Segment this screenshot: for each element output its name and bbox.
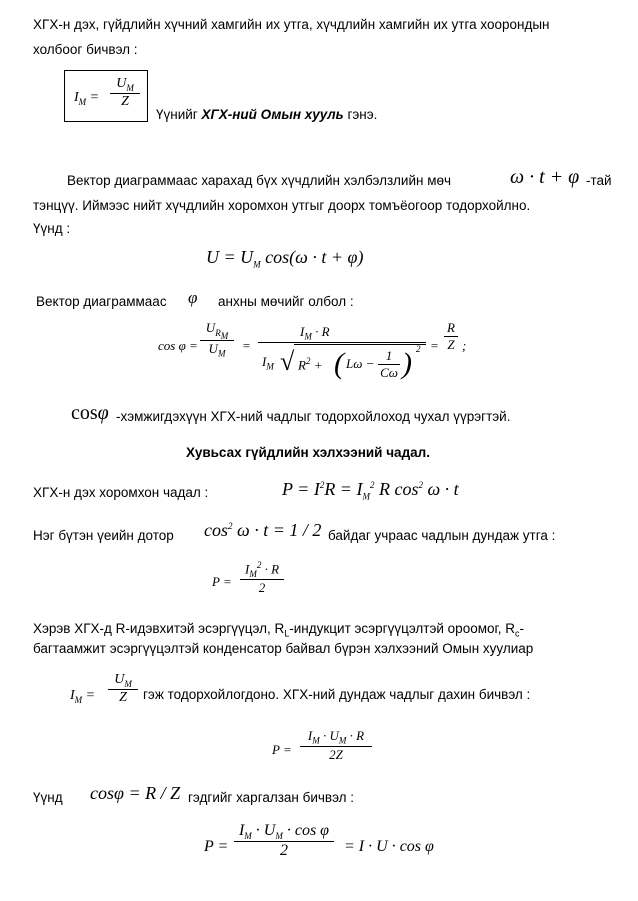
average-power-formula-2: P = $\frac{I_M \cdot U_M \cdot R}{2Z}$ bbox=[272, 728, 382, 774]
paragraph-3-start: Вектор диаграммаас bbox=[36, 294, 167, 309]
paragraph-9-start: Үүнд bbox=[33, 790, 63, 805]
cos-squared-mean: $\cos^2 \omega \cdot t = 1 / 2$ bbox=[204, 520, 322, 540]
phi-symbol: φ bbox=[188, 288, 198, 307]
paragraph-2-line-1-end: -тай bbox=[586, 173, 612, 188]
ohm-law-formula-2: $I_M$ = $\frac{U_M}{Z}$ bbox=[70, 672, 150, 718]
cos-phi-formula: cos φ = $U_{R_M}$ $U_M$ = $I_M \cdot R$ $I_M$ √ $R^2$ + ( Lω − $\frac{1}{C\omega}$ ) 2 = $\frac{R}{Z}$ ; bbox=[158, 320, 467, 380]
paragraph-2-line-2: тэнцүү. Иймээс нийт хүчдлийн хоромхон утгыг доорх томъёогоор тодорхойлно. bbox=[33, 198, 531, 213]
phase-expression: ω · t + φ bbox=[510, 166, 580, 188]
paragraph-3-end: анхны мөчийг олбол : bbox=[218, 294, 354, 309]
ohm-law-caption: Үүнийг ХГХ-ний Омын хууль гэнэ. bbox=[156, 107, 378, 122]
paragraph-2-line-1: Вектор диаграммаас харахад бүх хүчдлийн хэлбэлзлийн мөч bbox=[67, 173, 452, 188]
ohm-law-name: ХГХ-ний Омын хууль bbox=[201, 107, 344, 122]
paragraph-4: -хэмжигдэхүүн ХГХ-ний чадлыг тодорхойлоход чухал үүрэгтэй. bbox=[116, 409, 511, 424]
instant-power-equation: $P = I^2R = I_M^2$ R $\cos^2 \omega \cdot t$ bbox=[282, 479, 459, 502]
voltage-equation: $U = U_M$ cos(ω · t + φ) bbox=[206, 247, 364, 270]
average-power-formula-1: P = $\frac{I_M^2 \cdot R}{2}$ bbox=[212, 560, 292, 606]
paragraph-2-line-3: Үүнд : bbox=[33, 221, 71, 236]
paragraph-6-end: байдаг учраас чадлын дундаж утга : bbox=[328, 528, 556, 543]
paragraph-7-line-2: багтаамжит эсэргүүцэлтэй конденсатор байвал бүрэн хэлхээний Омын хуулиар bbox=[33, 641, 534, 656]
paragraph-6-start: Нэг бүтэн үеийн дотор bbox=[33, 528, 174, 543]
cos-phi-symbol: cosφ bbox=[71, 402, 109, 424]
paragraph-1-line-2: холбоог бичвэл : bbox=[33, 42, 138, 57]
paragraph-7-line-1: Хэрэв ХГХ-д R-идэвхитэй эсэргүүцэл, $R_L$-индукцит эсэргүүцэлтэй ороомог, $R_c-$ bbox=[33, 621, 525, 639]
paragraph-5: ХГХ-н дэх хоромхон чадал : bbox=[33, 485, 209, 500]
section-heading: Хувьсах гүйдлийн хэлхээний чадал. bbox=[186, 445, 430, 460]
paragraph-8: гэж тодорхойлогдоно. ХГХ-ний дундаж чадлыг дахин бичвэл : bbox=[143, 687, 531, 702]
cos-phi-definition: cosφ = R / Z bbox=[90, 783, 181, 803]
paragraph-9-end: гэдгийг харгалзан бичвэл : bbox=[188, 790, 355, 805]
average-power-final-formula: P = $\frac{I_M \cdot U_M \cdot \cos \varphi}{2}$ = I · U · cos φ bbox=[204, 822, 434, 860]
paragraph-1-line-1: ХГХ-н дэх, гүйдлийн хүчний хамгийн их утга, хүчдлийн хамгийн их утга хоорондын bbox=[33, 17, 550, 32]
